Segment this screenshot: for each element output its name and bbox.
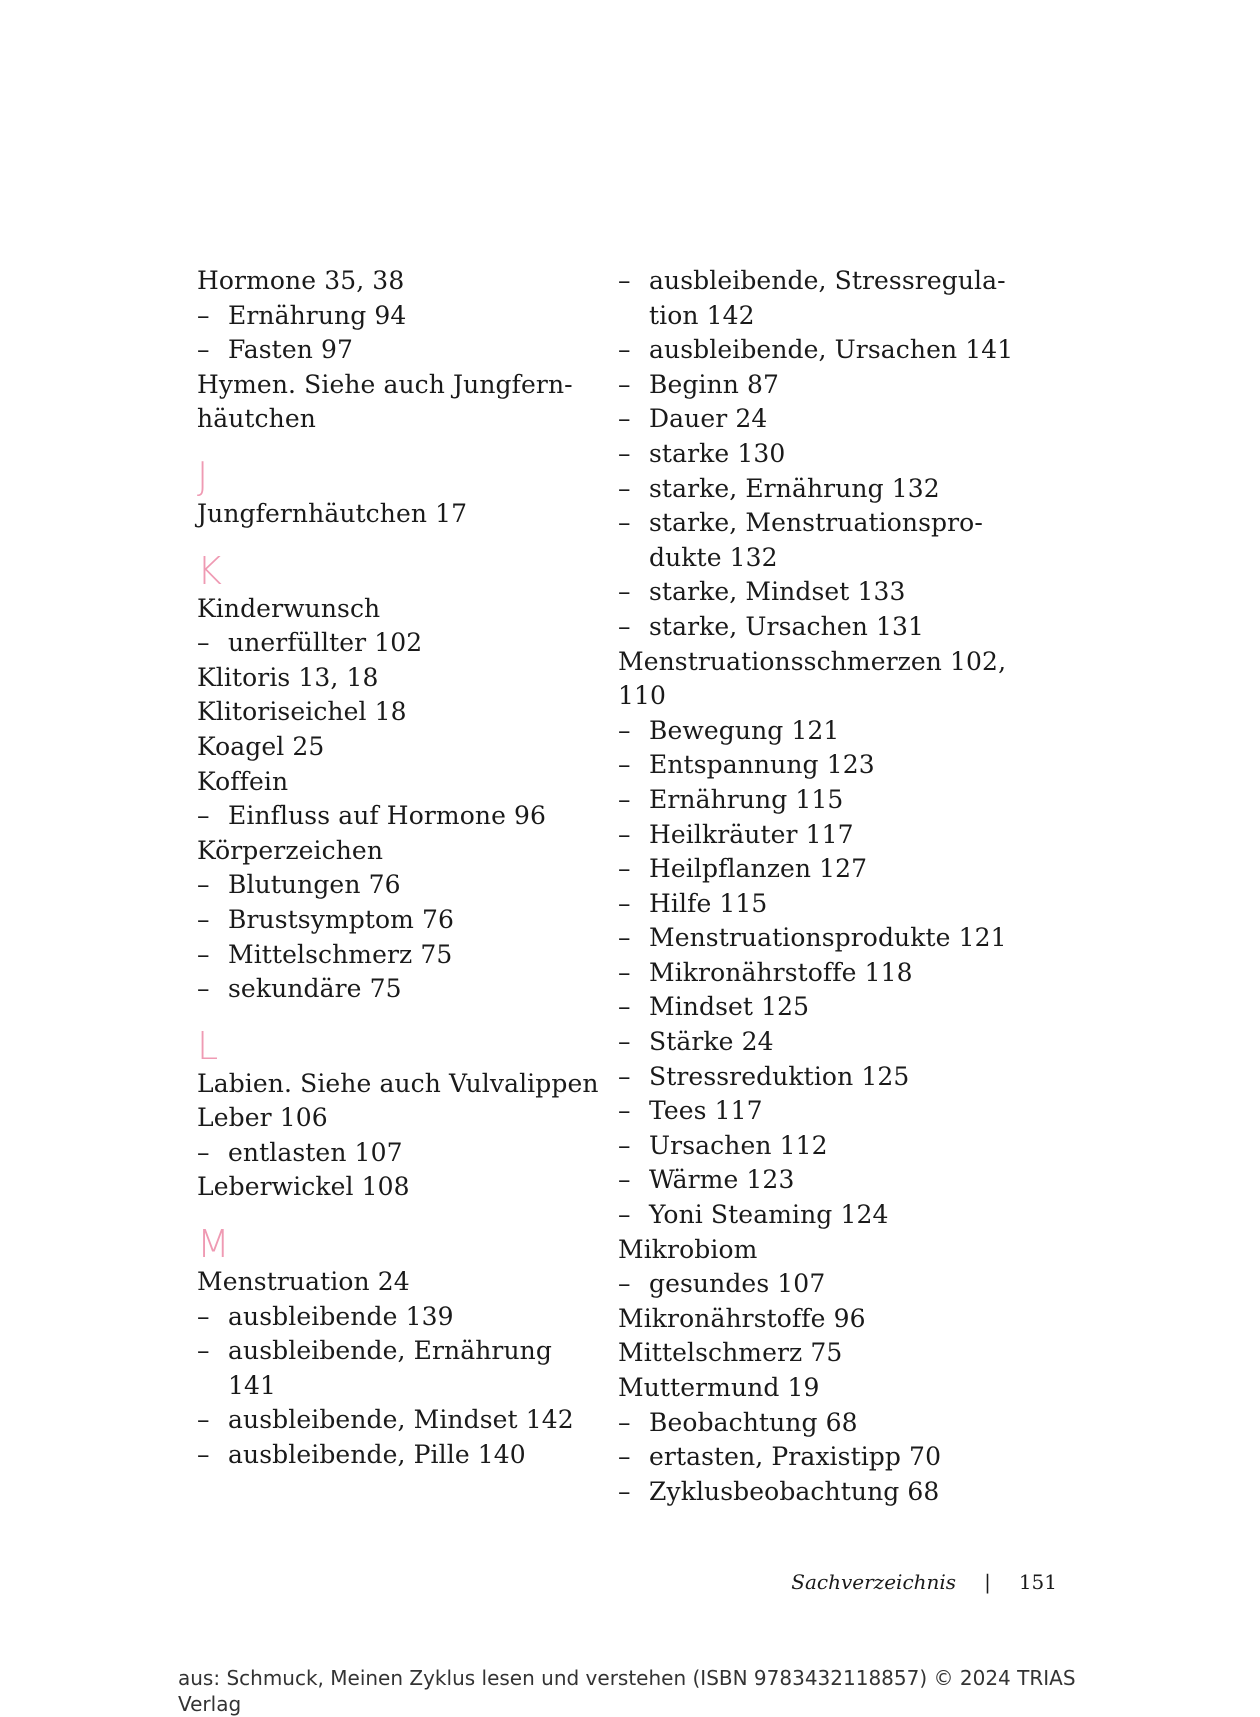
- index-subentry: – starke, Ursachen 131: [618, 610, 1038, 645]
- page-footer: [0, 1569, 1057, 1595]
- index-subentry: – Mindset 125: [618, 990, 1038, 1025]
- index-entry: Muttermund 19: [618, 1373, 820, 1402]
- index-entry: Klitoris 13, 18: [197, 662, 379, 692]
- index-entry-continuation: tion 142: [649, 300, 755, 330]
- index-entry: Leber 106: [197, 1103, 328, 1133]
- index-subentry: – Ursachen 112: [618, 1129, 1038, 1164]
- index-entry: Kinderwunsch: [197, 593, 381, 623]
- index-subentry: – starke, Mindset 133: [618, 575, 1038, 610]
- index-subentry: – Fasten 97: [197, 333, 597, 368]
- index-subentry: – Yoni Steaming 124: [618, 1198, 1038, 1233]
- index-subentry: – Hilfe 115: [618, 887, 1038, 922]
- index-subentry: – Entspannung 123: [618, 748, 1038, 783]
- index-subentry: – Dauer 24: [618, 402, 1038, 437]
- index-subentry: – Ernährung 115: [618, 783, 1038, 818]
- index-subentry: – ausbleibende, Mindset 142: [197, 1403, 597, 1438]
- index-entry: Mikrobiom: [618, 1234, 758, 1264]
- index-subentry: – ausbleibende, Ernährung: [197, 1334, 597, 1369]
- index-entry: häutchen: [197, 404, 316, 434]
- index-subentry: – Mittelschmerz 75: [197, 938, 597, 973]
- index-letter-heading: J: [197, 453, 209, 498]
- index-entry: Koagel 25: [197, 731, 325, 761]
- index-entry-continuation: 141: [228, 1370, 277, 1400]
- index-subentry: – sekundäre 75: [197, 972, 597, 1007]
- index-subentry: – Einfluss auf Hormone 96: [197, 799, 597, 834]
- index-subentry: – Beobachtung 68: [618, 1406, 1038, 1441]
- index-entry: Hormone 35, 38: [197, 266, 405, 295]
- index-entry: Menstruation 24: [197, 1267, 410, 1297]
- index-subentry: – Stressreduktion 125: [618, 1060, 1038, 1095]
- footer-section-title: Sachverzeichnis: [791, 1570, 957, 1594]
- index-subentry: – ausbleibende 139: [197, 1300, 597, 1335]
- index-letter-heading: L: [197, 1023, 219, 1068]
- index-subentry: – Heilkräuter 117: [618, 818, 1038, 853]
- index-column-left: [197, 264, 597, 1473]
- index-subentry: – ausbleibende, Pille 140: [197, 1438, 597, 1473]
- index-entry: Leberwickel 108: [197, 1172, 410, 1202]
- index-entry: 110: [618, 681, 667, 711]
- index-letter-heading: M: [197, 1222, 230, 1267]
- index-letter-heading: K: [197, 548, 222, 593]
- index-subentry: – Mikronährstoffe 118: [618, 956, 1038, 991]
- index-entry: Mikronährstoffe 96: [618, 1303, 866, 1333]
- index-subentry: – Bewegung 121: [618, 714, 1038, 749]
- index-subentry: – Blutungen 76: [197, 868, 597, 903]
- index-subentry: – starke 130: [618, 437, 1038, 472]
- index-subentry: – gesundes 107: [618, 1267, 1038, 1302]
- index-entry: Körperzeichen: [197, 835, 384, 865]
- index-subentry: – starke, Ernährung 132: [618, 472, 1038, 507]
- index-entry: Menstruationsschmerzen 102,: [618, 646, 1007, 676]
- source-citation: aus: Schmuck, Meinen Zyklus lesen und verstehen (ISBN 9783432118857) © 2024 TRIAS Verlag: [178, 1666, 1076, 1716]
- index-subentry: – Wärme 123: [618, 1163, 1038, 1198]
- index-subentry: – Beginn 87: [618, 368, 1038, 403]
- index-subentry: – starke, Menstruationspro-: [618, 506, 1038, 541]
- index-column-right: [618, 264, 1038, 1509]
- index-subentry: – Menstruationsprodukte 121: [618, 921, 1038, 956]
- index-entry: Labien. Siehe auch Vulvalippen: [197, 1068, 599, 1098]
- index-entry: Klitoriseichel 18: [197, 697, 407, 727]
- index-subentry: – entlasten 107: [197, 1136, 597, 1171]
- index-subentry: – ausbleibende, Stressregula-: [618, 264, 1038, 299]
- index-entry: Koffein: [197, 766, 289, 796]
- footer-separator: |: [984, 1570, 991, 1594]
- index-subentry: – Zyklusbeobachtung 68: [618, 1475, 1038, 1510]
- index-subentry: – unerfüllter 102: [197, 626, 597, 661]
- index-entry: Mittelschmerz 75: [618, 1338, 843, 1368]
- page-number: 151: [1018, 1570, 1057, 1594]
- index-subentry: – Heilpflanzen 127: [618, 852, 1038, 887]
- index-subentry: – ertasten, Praxistipp 70: [618, 1440, 1038, 1475]
- index-subentry: – Brustsymptom 76: [197, 903, 597, 938]
- index-subentry: – Ernährung 94: [197, 299, 597, 334]
- index-subentry: – Tees 117: [618, 1094, 1038, 1129]
- index-entry-continuation: dukte 132: [649, 542, 778, 572]
- index-subentry: – ausbleibende, Ursachen 141: [618, 333, 1038, 368]
- index-entry: Jungfernhäutchen 17: [197, 498, 468, 528]
- index-subentry: – Stärke 24: [618, 1025, 1038, 1060]
- index-entry: Hymen. Siehe auch Jungfern-: [197, 369, 573, 399]
